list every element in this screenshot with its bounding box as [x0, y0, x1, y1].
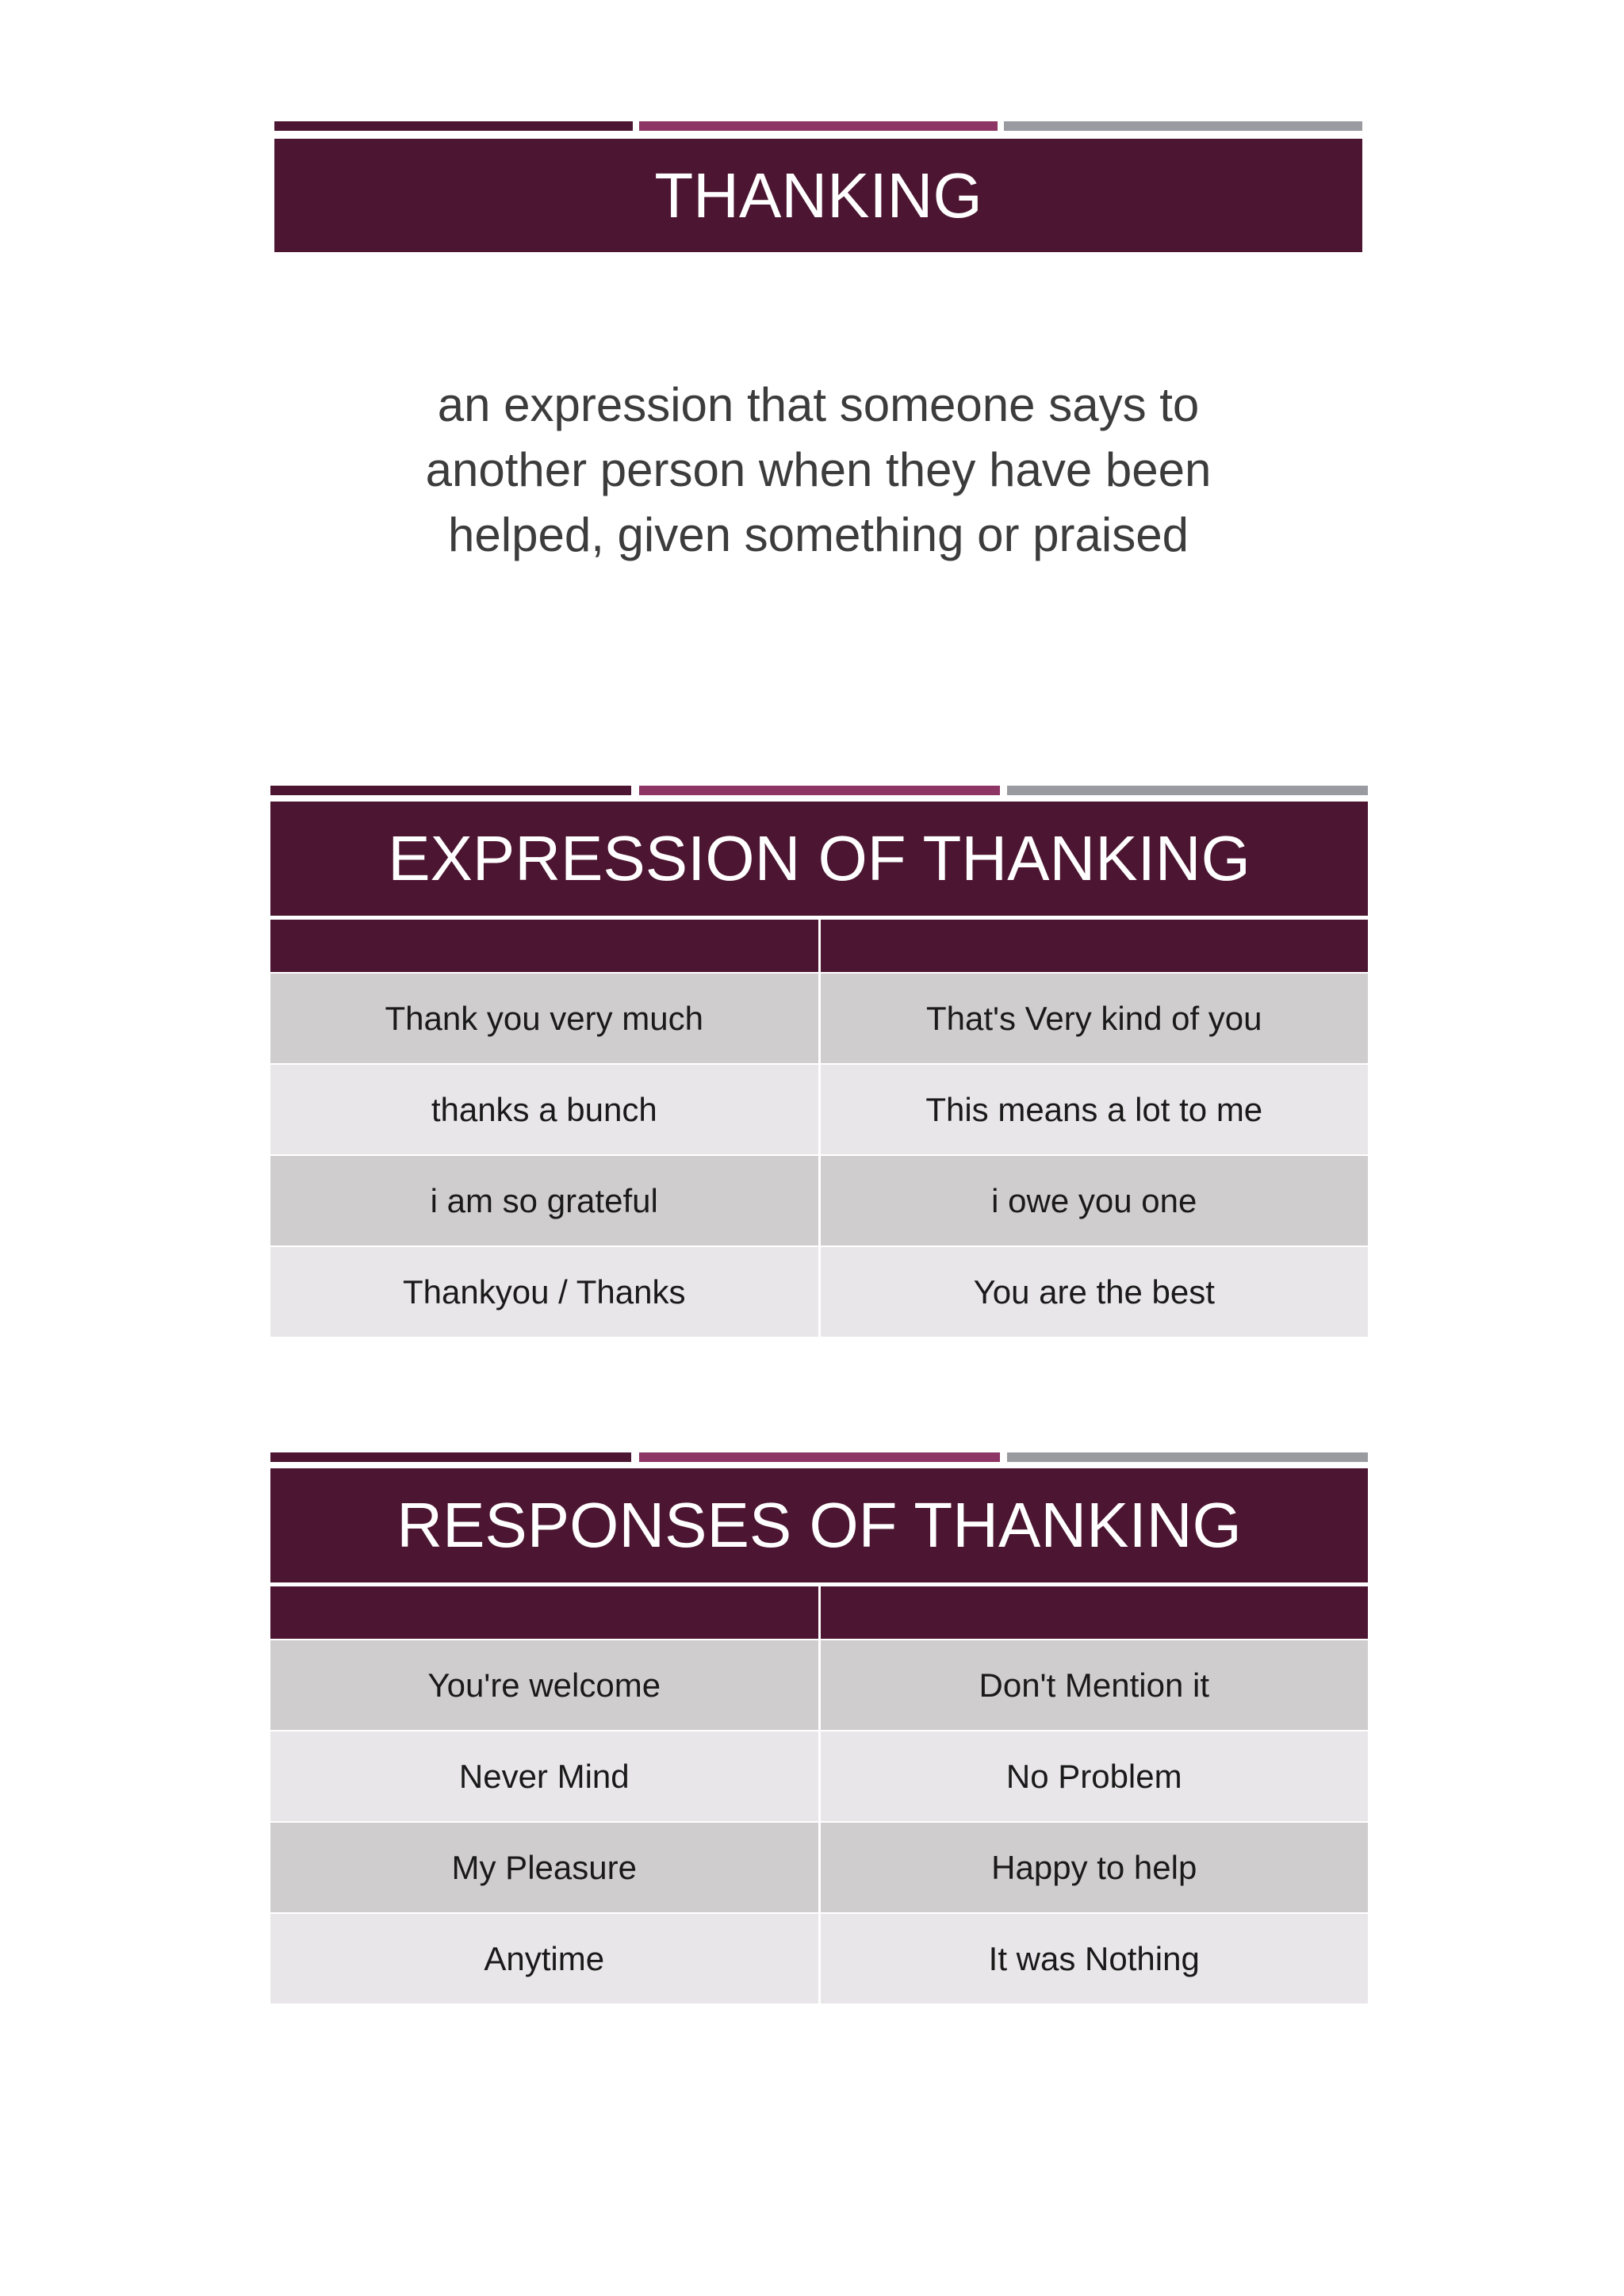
table-cell: My Pleasure: [270, 1822, 819, 1913]
table-cell: i owe you one: [819, 1155, 1368, 1246]
table-cell: That's Very kind of you: [819, 973, 1368, 1064]
stripe-dark: [270, 786, 631, 795]
table-row: [270, 973, 1368, 1064]
table-cell: Thankyou / Thanks: [270, 1246, 819, 1337]
table-cell: You're welcome: [270, 1640, 819, 1731]
slide-title: [270, 1468, 1368, 1582]
slide-thanking: [274, 121, 1362, 597]
table-cell: Don't Mention it: [819, 1640, 1368, 1731]
table-header-cell: [270, 918, 819, 974]
table-cell: You are the best: [819, 1246, 1368, 1337]
table-row: [270, 1731, 1368, 1822]
slide-title: [274, 139, 1362, 252]
table-cell: Happy to help: [819, 1822, 1368, 1913]
stripe-gray: [1007, 1452, 1368, 1462]
table-row: [270, 1913, 1368, 2003]
table-row: [270, 1640, 1368, 1731]
table-cell: Anytime: [270, 1913, 819, 2003]
slide-title-text: THANKING: [654, 159, 982, 231]
stripe-gray: [1004, 121, 1362, 131]
definition-line: helped, given something or praised: [448, 508, 1189, 561]
table-cell: thanks a bunch: [270, 1064, 819, 1155]
table-cell: i am so grateful: [270, 1155, 819, 1246]
table-row: [270, 1064, 1368, 1155]
table-row: [270, 1155, 1368, 1246]
table-header-cell: [270, 1585, 819, 1640]
stripe-accent: [639, 1452, 1000, 1462]
table-header-cell: [819, 1585, 1368, 1640]
responses-table: [270, 1582, 1368, 2003]
definition-line: an expression that someone says to: [437, 378, 1200, 431]
table-row: [270, 1246, 1368, 1337]
slide-title: [270, 802, 1368, 916]
definition-text: [274, 373, 1362, 568]
table-cell: It was Nothing: [819, 1913, 1368, 2003]
expressions-table: [270, 916, 1368, 1337]
accent-stripes: [270, 786, 1368, 795]
table-cell: This means a lot to me: [819, 1064, 1368, 1155]
slide-title-text: EXPRESSION OF THANKING: [388, 823, 1251, 894]
table-header-row: [270, 1585, 1368, 1640]
stripe-accent: [639, 121, 998, 131]
slide-responses-of-thanking: [270, 1452, 1368, 2007]
stripe-gray: [1007, 786, 1368, 795]
table-cell: Thank you very much: [270, 973, 819, 1064]
slide-expression-of-thanking: [270, 786, 1368, 1341]
table-header-cell: [819, 918, 1368, 974]
slide-title-text: RESPONSES OF THANKING: [396, 1490, 1242, 1560]
accent-stripes: [270, 1452, 1368, 1462]
accent-stripes: [274, 121, 1362, 131]
stripe-accent: [639, 786, 1000, 795]
table-cell: Never Mind: [270, 1731, 819, 1822]
stripe-dark: [270, 1452, 631, 1462]
definition-line: another person when they have been: [425, 443, 1212, 496]
table-header-row: [270, 918, 1368, 974]
stripe-dark: [274, 121, 633, 131]
table-cell: No Problem: [819, 1731, 1368, 1822]
table-row: [270, 1822, 1368, 1913]
